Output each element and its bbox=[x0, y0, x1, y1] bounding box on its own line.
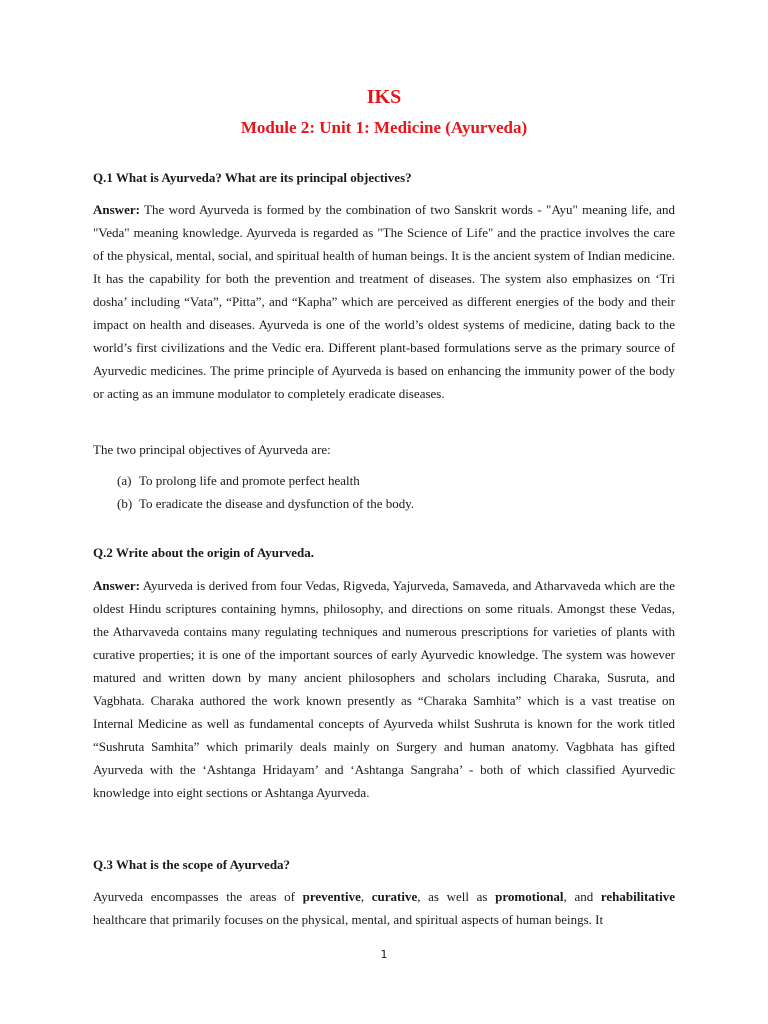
answer-3-text: , as well as bbox=[417, 889, 496, 904]
term-preventive: preventive bbox=[302, 889, 361, 904]
answer-3-text: healthcare that primarily focuses on the physical, mental, and spiritual aspects of human beings. It bbox=[93, 912, 604, 927]
list-text: To prolong life and promote perfect health bbox=[139, 473, 360, 488]
objectives-intro: The two principal objectives of Ayurveda are: bbox=[93, 442, 331, 457]
list-marker: (b) bbox=[117, 496, 133, 511]
list-item bbox=[117, 495, 414, 513]
answer-2-text: Ayurveda is derived from four Vedas, Rigveda, Yajurveda, Samaveda, and Atharvaveda which are the oldest Hindu scriptures containing hymns, philosophy, and directions on some rituals. Amongst these Vedas, the Atharvaveda contains many regulating techniques and numerous prescriptions for varieties of plants with curative properties; it is one of the important sources of early Ayurvedic knowledge. The system was however matured and written down by many ancient philosophers and scholars including Charaka, Susruta, and Vagbhata. Charaka authored the work known presently as “Charaka Samhita” which is a vast treatise on Internal Medicine as well as fundamental concepts of Ayurveda whilst Sushruta is known for the work titled “Sushruta Samhita” which primarily deals mainly on Surgery and human anatomy. Vagbhata has gifted Ayurveda with the ‘Ashtanga Hridayam’ and ‘Ashtanga Sangraha’ - both of which classified Ayurvedic knowledge into eight sections or Ashtanga Ayurveda. bbox=[93, 578, 675, 800]
page-number: 1 bbox=[380, 948, 388, 961]
answer-3 bbox=[93, 885, 675, 931]
answer-3-text: , and bbox=[563, 889, 601, 904]
term-promotional: promotional bbox=[495, 889, 564, 904]
answer-3-text: , bbox=[360, 889, 372, 904]
list-item bbox=[117, 472, 360, 490]
document-subtitle: Module 2: Unit 1: Medicine (Ayurveda) bbox=[240, 118, 528, 137]
list-marker: (a) bbox=[117, 473, 132, 488]
question-3: Q.3 What is the scope of Ayurveda? bbox=[93, 857, 291, 872]
answer-1-label: Answer: bbox=[93, 202, 140, 217]
answer-1 bbox=[93, 198, 675, 405]
list-text: To eradicate the disease and dysfunction of the body. bbox=[139, 496, 415, 511]
answer-1-text: The word Ayurveda is formed by the combination of two Sanskrit words - "Ayu" meaning life, and "Veda" meaning knowledge. Ayurveda is regarded as "The Science of Life" and the practice involves the care of the physical, mental, social, and spiritual health of human beings. It is the ancient system of Indian medicine. It has the capability for both the prevention and treatment of diseases. The system also emphasizes on ‘Tri dosha’ including “Vata”, “Pitta”, and “Kapha” which are perceived as different energies of the body and their impact on health and diseases. Ayurveda is one of the world’s oldest systems of medicine, dating back to the world’s first civilizations and the Vedic era. Different plant-based formulations serve as the primary source of Ayurvedic medicines. The prime principle of Ayurveda is based on enhancing the immunity power of the body or acting as an immune modulator to completely eradicate diseases. bbox=[93, 202, 675, 401]
question-1: Q.1 What is Ayurveda? What are its principal objectives? bbox=[93, 170, 412, 185]
answer-2 bbox=[93, 574, 675, 804]
term-curative: curative bbox=[371, 889, 418, 904]
answer-2-label: Answer: bbox=[93, 578, 140, 593]
document-title: IKS bbox=[366, 86, 402, 108]
term-rehabilitative: rehabilitative bbox=[600, 889, 676, 904]
answer-3-text: Ayurveda encompasses the areas of bbox=[93, 889, 303, 904]
question-2: Q.2 Write about the origin of Ayurveda. bbox=[93, 545, 314, 560]
